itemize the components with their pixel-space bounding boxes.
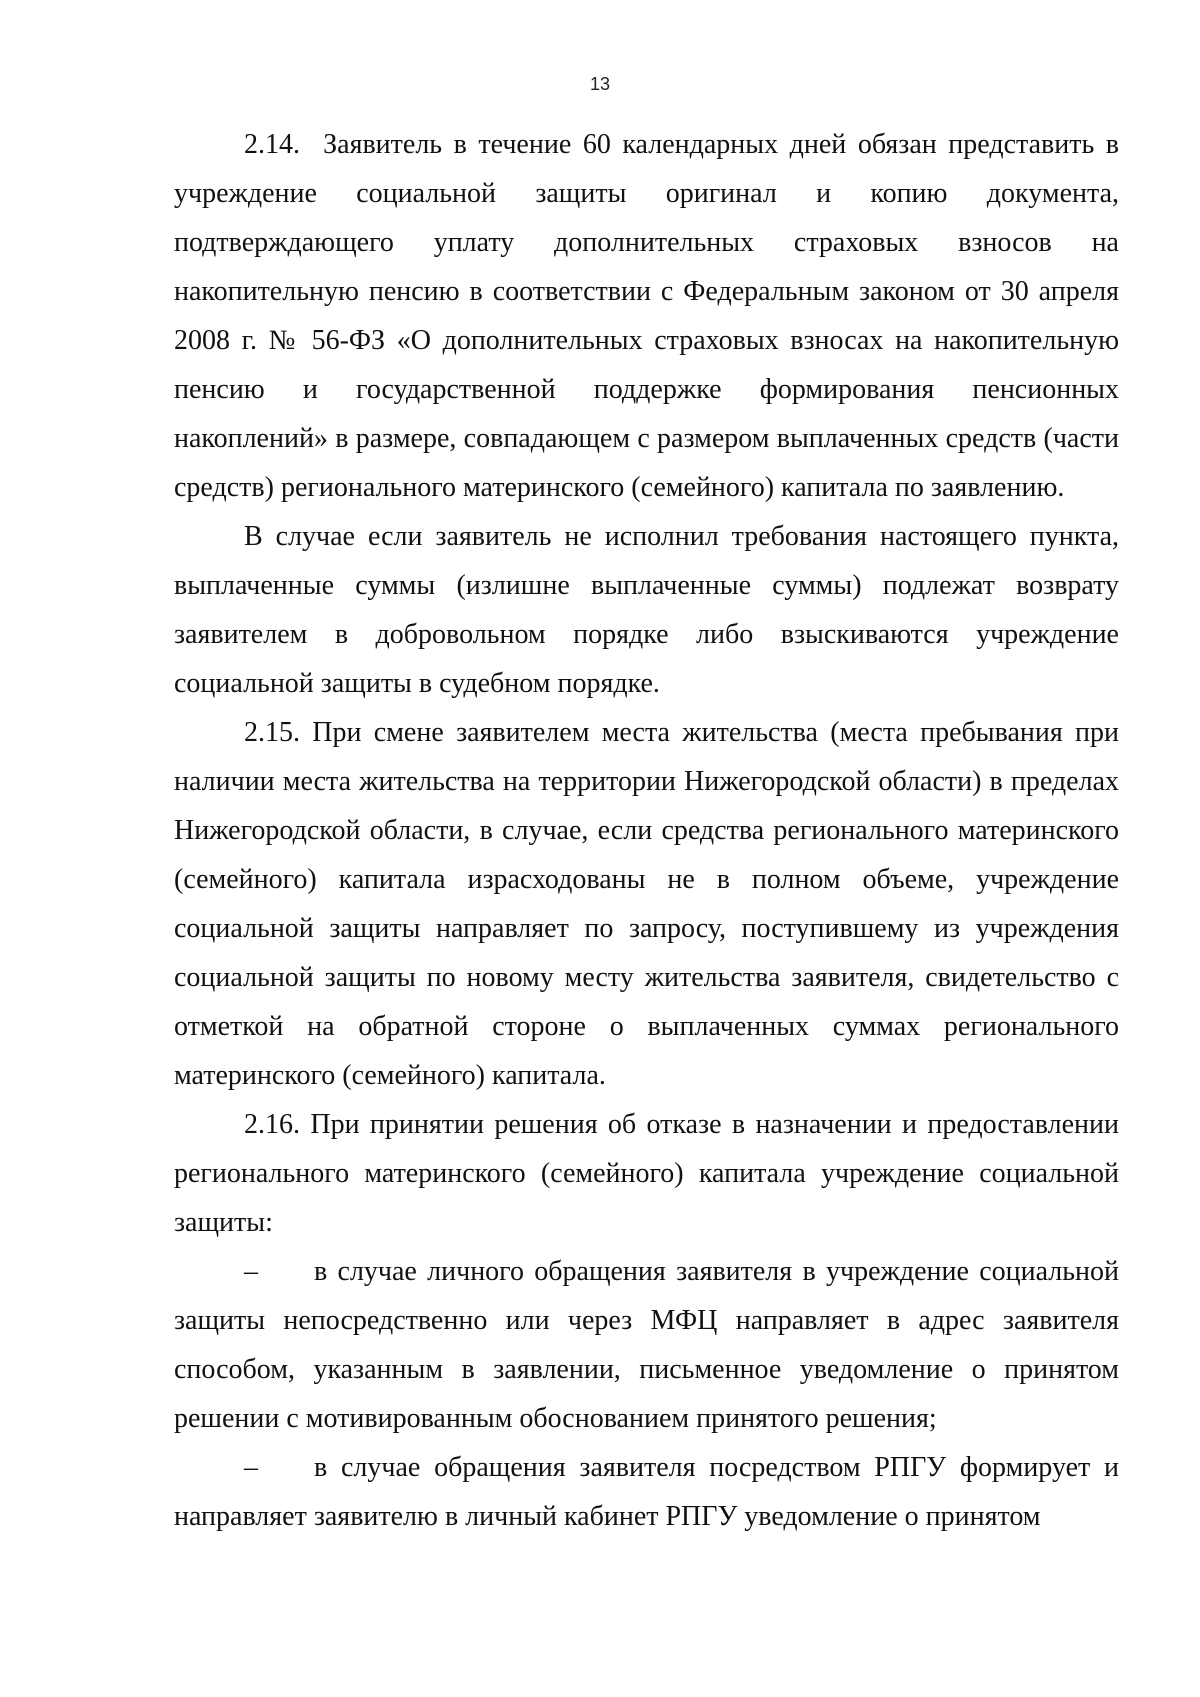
page-number: 13 [589, 74, 611, 94]
list-item [174, 1247, 1119, 1443]
paragraph-2-14-consequence: В случае если заявитель не исполнил требования настоящего пункта, выплаченные суммы (излишне выплаченные суммы) подлежат возврату заявителем в добровольном порядке либо взыскиваются учреждение социальной защиты в судебном порядке. [174, 521, 1119, 699]
paragraph-2-16: 2.16. При принятии решения об отказе в назначении и предоставлении регионального материнского (семейного) капитала учреждение социальной защиты: [174, 1109, 1119, 1238]
list-item [174, 1443, 1119, 1541]
list-item-text: в случае личного обращения заявителя в учреждение социальной защиты непосредственно или через МФЦ направляет в адрес заявителя способом, указанным в заявлении, письменное уведомление о принятом решении с мотивированным обоснованием принятого решения; [174, 1256, 1119, 1434]
paragraph-2-15: 2.15. При смене заявителем места жительства (места пребывания при наличии места жительства на территории Нижегородской области) в пределах Нижегородской области, в случае, если средства регионального материнского (семейного) капитала израсходованы не в полном объеме, учреждение социальной защиты направляет по запросу, поступившему из учреждения социальной защиты по новому месту жительства заявителя, свидетельство с отметкой на обратной стороне о выплаченных суммах регионального материнского (семейного) капитала. [174, 717, 1119, 1091]
paragraph-2-14: 2.14. Заявитель в течение 60 календарных дней обязан представить в учреждение социальной защиты оригинал и копию документа, подтверждающего уплату дополнительных страховых взносов на накопительную пенсию в соответствии с Федеральным законом от 30 апреля 2008 г. № 56-ФЗ «О дополнительных страховых взносах на накопительную пенсию и государственной поддержке формирования пенсионных накоплений» в размере, совпадающем с размером выплаченных средств (части средств) регионального материнского (семейного) капитала по заявлению. [174, 129, 1119, 503]
dash-marker: – [244, 1452, 258, 1483]
document-body [174, 120, 1119, 1541]
list-item-text: в случае обращения заявителя посредством РПГУ формирует и направляет заявителю в личный кабинет РПГУ уведомление о принятом [174, 1452, 1119, 1532]
dash-marker: – [244, 1256, 258, 1287]
